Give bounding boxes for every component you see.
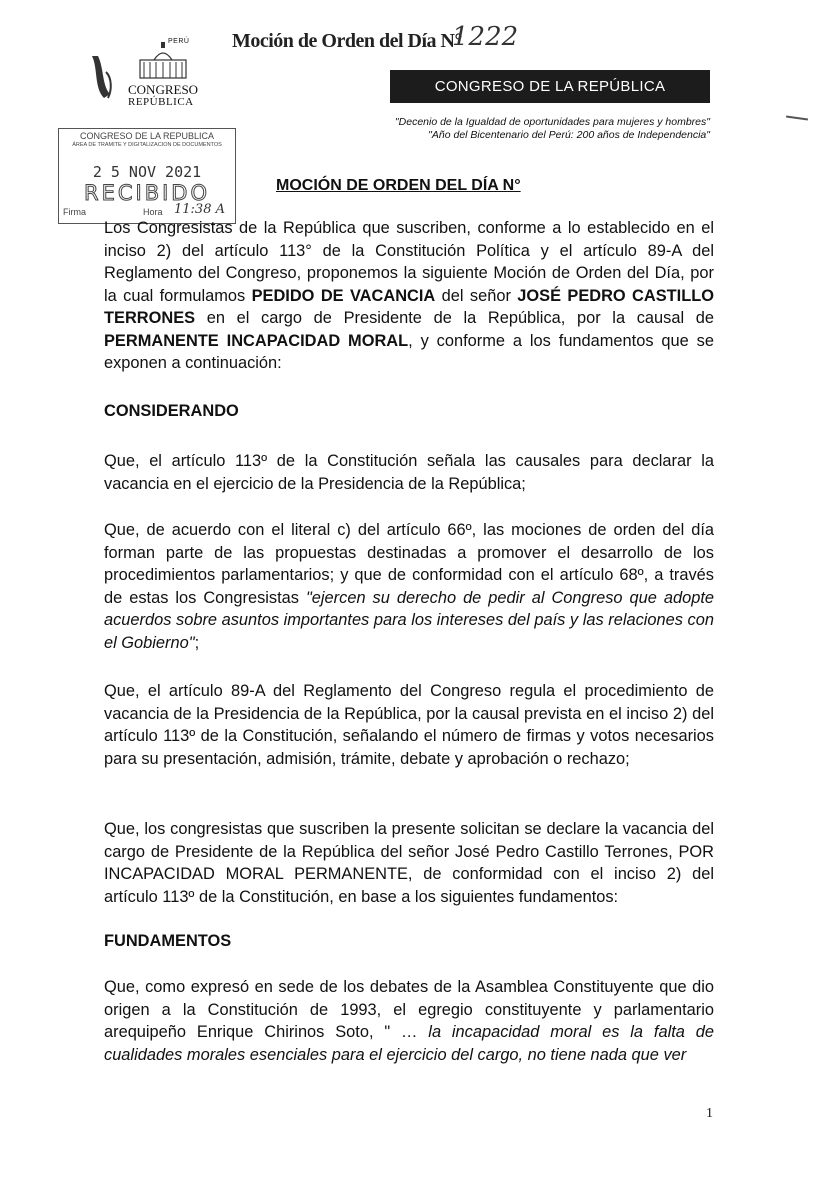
considerando-paragraph-3: Que, el artículo 89-A del Reglamento del Congreso regula el procedimiento de vacancia de la Presidencia de la República, por la causal prevista en el inciso 2) del artículo 113º de la Constitución, señalando el número de firmas y votos necesarios para su presentación, admisión, trámite, debate y aprobación o rechazo; (104, 682, 714, 768)
logo-name-line1: CONGRESO (128, 82, 199, 97)
logo-name-line2: REPÚBLICA (128, 96, 194, 108)
decenio-line-1: "Decenio de la Igualdad de oportunidades para mujeres y hombres" (394, 116, 710, 128)
stamp-hora-label: Hora (143, 207, 163, 217)
p2-italic-quote: "ejercen su derecho de pedir al Congreso que adopte acuerdos sobre asuntos importantes para los intereses del país y las relaciones con el Gobierno" (104, 588, 714, 652)
congress-logo (88, 38, 208, 110)
p5-italic-quote: la incapacidad moral es la falta de cualidades morales esenciales para el ejercicio del cargo, no tiene nada que ver (104, 1023, 714, 1064)
stamp-area: ÁREA DE TRAMITE Y DIGITALIZACION DE DOCUMENTOS (72, 142, 222, 148)
page-number: 1 (706, 1106, 713, 1121)
intro-bold-causal: PERMANENTE INCAPACIDAD MORAL (104, 331, 409, 350)
stamp-recibido: RECIBIDO (83, 181, 211, 205)
intro-text-3: en el cargo de Presidente de la República, por la causal de (195, 309, 714, 327)
p5-text-1: Que, como expresó en sede de los debates de la Asamblea Constituyente que dio origen a la Constitución de 1993, el egregio constituyente y parlamentario arequipeño Enrique Chirinos Soto, " … (104, 978, 714, 1041)
handwritten-motion-number: 1222 (452, 22, 519, 52)
handwritten-title: Moción de Orden del Día N° (232, 30, 462, 52)
pen-mark (786, 115, 808, 120)
p2-text-1: Que, de acuerdo con el literal c) del artículo 66º, las mociones de orden del día forman parte de las propuestas destinadas a promover el desarrollo de los procedimientos parlamentarios; y que de conformidad con el artículo 68º, a través de estas los Congresistas (104, 521, 714, 607)
congress-banner: CONGRESO DE LA REPÚBLICA (390, 70, 710, 103)
stamp-date: 2 5 NOV 2021 (92, 163, 202, 181)
document-title: MOCIÓN DE ORDEN DEL DÍA N° (276, 177, 521, 194)
intro-bold-vacancia: PEDIDO DE VACANCIA (251, 286, 436, 305)
stamp-firma-label: Firma (63, 207, 86, 217)
intro-paragraph (104, 217, 714, 375)
fundamentos-heading: FUNDAMENTOS (104, 932, 232, 950)
intro-bold-name: JOSÉ PEDRO CASTILLO TERRONES (104, 286, 715, 327)
considerando-paragraph-1: Que, el artículo 113º de la Constitución señala las causales para declarar la vacancia en el ejercicio de la Presidencia de la República; (104, 452, 714, 493)
considerando-heading: CONSIDERANDO (104, 402, 239, 420)
stamp-institution: CONGRESO DE LA REPUBLICA (79, 131, 215, 141)
stamp-hora-value: 11:38 A (174, 202, 225, 217)
decenio-header (300, 116, 710, 142)
considerando-paragraph-2 (104, 519, 714, 654)
fundamentos-paragraph-1 (104, 976, 714, 1066)
intro-text-1: Los Congresistas de la República que suscriben, conforme a lo establecido en el inciso 2) del artículo 113° de la Constitución Política y el artículo 89-A del Reglamento del Congreso, proponemos la siguiente Moción de Orden del Día, por la cual formulamos (104, 219, 714, 305)
decenio-line-2: "Año del Bicentenario del Perú: 200 años de Independencia" (428, 129, 710, 141)
logo-country: PERÚ (168, 38, 190, 45)
intro-text-2: del señor (435, 286, 518, 305)
considerando-paragraph-4: Que, los congresistas que suscriben la presente solicitan se declare la vacancia del cargo de Presidente de la República del señor José Pedro Castillo Terrones, POR INCAPACIDAD MORAL PERMANENTE, de conformidad con el inciso 2) del artículo 113º de la Constitución, en base a los siguientes fundamentos: (104, 820, 714, 906)
p2-text-2: ; (194, 633, 200, 652)
intro-text-4: , y conforme a los fundamentos que se exponen a continuación: (104, 331, 714, 372)
received-stamp (58, 128, 236, 224)
